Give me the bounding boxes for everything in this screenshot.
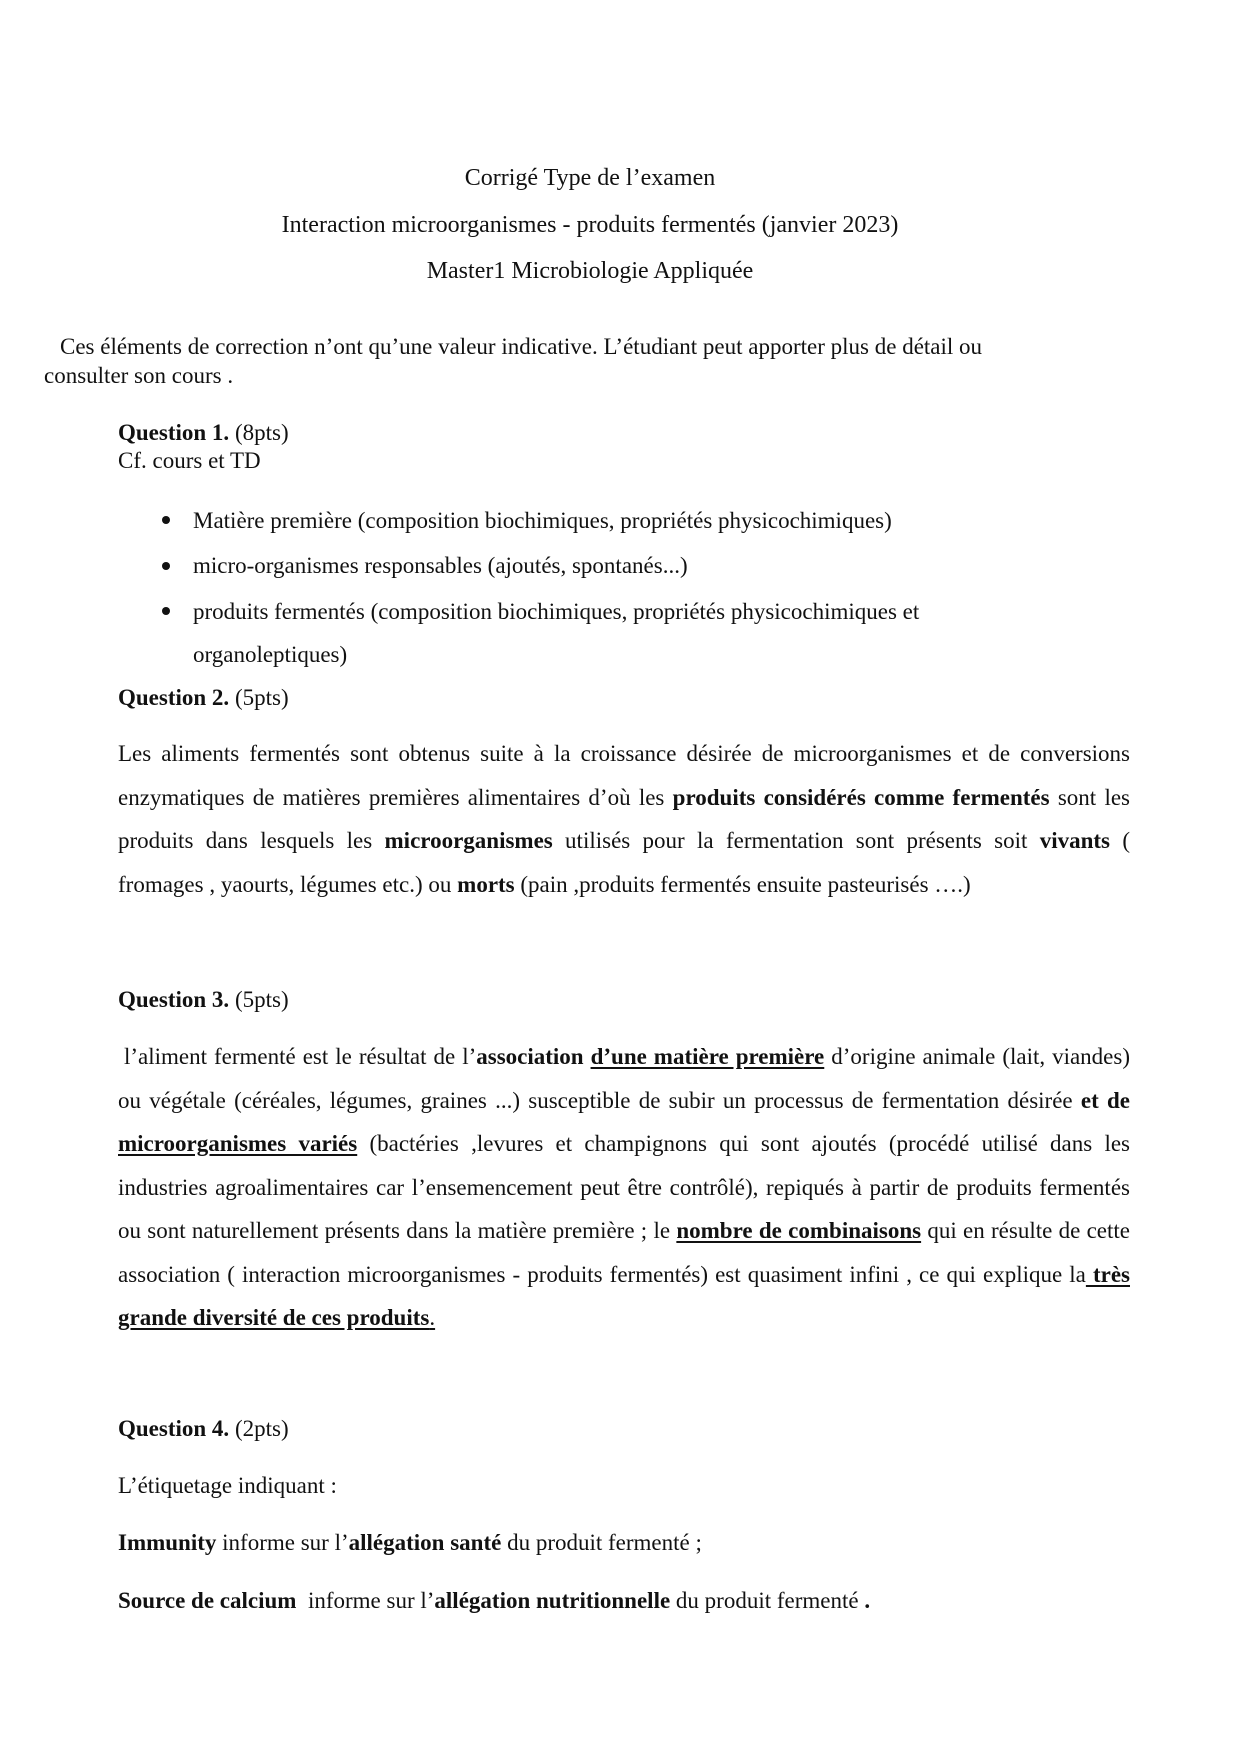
question-1-heading	[118, 419, 289, 447]
question-3-points: (5pts)	[234, 987, 289, 1012]
answer-emphasis: allégation santé	[348, 1530, 502, 1555]
intro-line-1: Ces éléments de correction n’ont qu’une valeur indicative. L’étudiant peut apporter plus de détail ou	[60, 334, 983, 359]
label-term: Source de calcium	[118, 1588, 297, 1613]
answer-text: utilisés pour la fermentation sont présents soit	[552, 828, 1040, 853]
answer-text: du produit fermenté ;	[501, 1530, 702, 1555]
answer-text: informe sur l’	[216, 1530, 349, 1555]
question-3-answer	[118, 1035, 1130, 1340]
answer-emphasis: association	[476, 1044, 584, 1069]
answer-underlined-emphasis: très grande diversité de ces produits	[118, 1261, 1130, 1330]
answer-emphasis: produits considérés comme fermentés	[672, 784, 1050, 810]
question-1-reference: Cf. cours et TD	[118, 448, 261, 473]
answer-underlined-emphasis: d’une matière première	[590, 1044, 825, 1069]
label-term: Immunity	[118, 1530, 217, 1555]
bullet-icon	[160, 514, 174, 528]
bullet-icon	[160, 560, 174, 574]
question-3-heading	[118, 986, 289, 1014]
question-2-label: Question 2.	[118, 685, 230, 710]
answer-text: (bactéries ,levures et champignons qui sont ajoutés (procédé utilisé dans les industries agroalimentaires car l’ensemencement peut être contrôlé), repiqués à partir de produits fermentés ou sont naturellement présents dans la matière première ; le	[118, 1131, 1130, 1243]
answer-emphasis: .	[864, 1588, 871, 1613]
bullet-icon	[160, 605, 174, 619]
intro-line-2: consulter son cours .	[44, 363, 234, 388]
document-subtitle: Interaction microorganismes - produits fermentés (janvier 2023)	[281, 212, 899, 238]
document-title: Corrigé Type de l’examen	[464, 165, 716, 191]
answer-underlined-emphasis: nombre de combinaisons	[676, 1218, 922, 1243]
answer-emphasis: microorganismes	[384, 828, 553, 853]
question-1-bullet-3: produits fermentés (composition biochimiques, propriétés physicochimiques et	[193, 599, 920, 624]
question-4-item-1	[118, 1529, 702, 1557]
question-4-item-2	[118, 1587, 870, 1615]
question-4-label: Question 4.	[118, 1416, 230, 1441]
answer-text: .	[429, 1305, 436, 1330]
question-4-intro: L’étiquetage indiquant :	[118, 1473, 337, 1498]
question-1-label: Question 1.	[118, 420, 230, 445]
question-2-heading	[118, 684, 289, 712]
answer-text: informe sur l’	[296, 1588, 435, 1613]
answer-text: d’origine animale (lait, viandes) ou végétale (céréales, légumes, graines ...) susceptible de subir un processus de fermentation désirée	[118, 1044, 1131, 1113]
question-2-answer	[118, 732, 1130, 906]
answer-emphasis: et de	[1080, 1087, 1130, 1113]
answer-text: sont les produits dans lesquels les	[118, 784, 1130, 853]
answer-text: qui en résulte de cette association ( interaction microorganismes - produits fermentés) est quasiment infini , ce qui explique la	[118, 1218, 1131, 1287]
question-4-points: (2pts)	[234, 1416, 289, 1441]
answer-emphasis: vivants	[1039, 828, 1111, 853]
answer-emphasis: allégation nutritionnelle	[434, 1588, 671, 1613]
answer-text: l’aliment fermenté est le résultat de l’	[124, 1044, 477, 1069]
question-1-bullet-1: Matière première (composition biochimiques, propriétés physicochimiques)	[193, 508, 892, 533]
program-name: Master1 Microbiologie Appliquée	[426, 258, 754, 284]
question-4-heading	[118, 1415, 289, 1443]
question-3-label: Question 3.	[118, 987, 230, 1012]
answer-text: (pain ,produits fermentés ensuite pasteurisés ….)	[514, 871, 971, 897]
question-1-bullet-3-continued: organoleptiques)	[193, 642, 348, 667]
answer-text	[584, 1044, 591, 1069]
answer-emphasis: morts	[457, 871, 515, 897]
answer-underlined-emphasis: microorganismes variés	[118, 1131, 358, 1156]
question-1-points: (8pts)	[234, 420, 289, 445]
answer-text: ( fromages , yaourts, légumes etc.) ou	[118, 828, 1131, 897]
answer-text: Les aliments fermentés sont obtenus suite à la croissance désirée de microorganismes et de conversions enzymatiques de matières premières alimentaires d’où les	[118, 741, 1130, 810]
question-1-bullet-2: micro-organismes responsables (ajoutés, spontanés...)	[193, 553, 688, 578]
question-2-points: (5pts)	[234, 685, 289, 710]
answer-text: du produit fermenté	[670, 1588, 865, 1613]
